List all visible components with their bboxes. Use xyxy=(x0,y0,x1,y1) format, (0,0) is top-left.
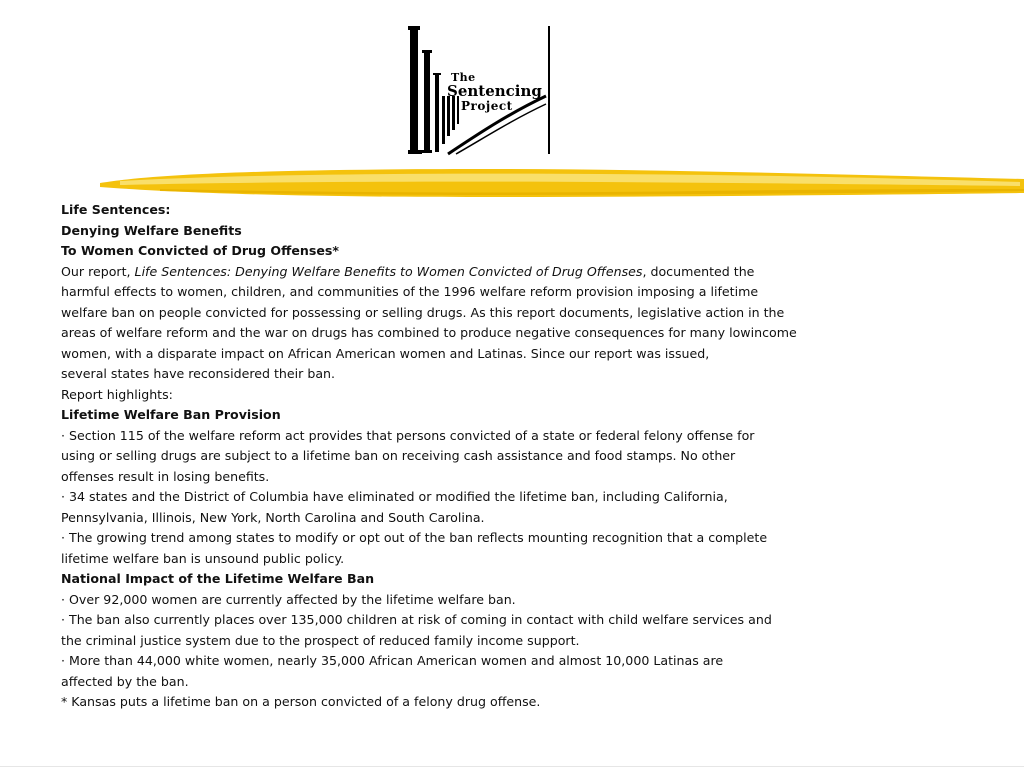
intro-line-first xyxy=(61,262,801,283)
section-heading-national-impact: National Impact of the Lifetime Welfare Ban xyxy=(61,571,375,586)
section1-line: offenses result in losing benefits. xyxy=(61,468,270,484)
section2-line: · More than 44,000 white women, nearly 35,000 African American women and almost 10,000 Latinas are xyxy=(61,653,724,668)
yellow-brush-stroke xyxy=(100,165,1024,201)
section1-line: lifetime welfare ban is unsound public policy. xyxy=(61,550,345,566)
logo-text-sentencing: Sentencing xyxy=(447,82,542,100)
intro-prefix: Our report, xyxy=(61,263,135,279)
title-line-1: Life Sentences: xyxy=(61,202,171,217)
section-heading-ban-provision: Lifetime Welfare Ban Provision xyxy=(61,407,281,422)
section2-line: the criminal justice system due to the prospect of reduced family income support. xyxy=(61,632,580,648)
intro-suffix: , documented the xyxy=(642,263,755,279)
title-line-2: Denying Welfare Benefits xyxy=(61,222,242,238)
section1-line: · Section 115 of the welfare reform act provides that persons convicted of a state or federal felony offense for xyxy=(61,427,755,443)
section2-line: affected by the ban. xyxy=(61,673,189,689)
intro-line: welfare ban on people convicted for possessing or selling drugs. As this report documents, legislative action in the xyxy=(61,304,785,320)
section2-line: · The ban also currently places over 135,000 children at risk of coming in contact with child welfare services and xyxy=(61,612,772,627)
intro-line: women, with a disparate impact on African American women and Latinas. Since our report was issued, xyxy=(61,345,710,361)
title-line-3: To Women Convicted of Drug Offenses* xyxy=(61,243,339,258)
intro-line: several states have reconsidered their ban. xyxy=(61,366,336,381)
logo-divider xyxy=(548,26,550,154)
footnote: * Kansas puts a lifetime ban on a person convicted of a felony drug offense. xyxy=(61,694,541,709)
section1-line: · The growing trend among states to modify or opt out of the ban reflects mounting recognition that a complete xyxy=(61,530,768,545)
section2-line: · Over 92,000 women are currently affected by the lifetime welfare ban. xyxy=(61,591,516,607)
highlights-label: Report highlights: xyxy=(61,386,173,402)
logo-text-the: The xyxy=(451,71,476,84)
sentencing-project-logo xyxy=(408,24,553,156)
section1-line: using or selling drugs are subject to a lifetime ban on receiving cash assistance and food stamps. No other xyxy=(61,448,736,463)
logo-text-project: Project xyxy=(461,99,513,113)
bottom-divider xyxy=(0,766,1024,767)
section1-line: Pennsylvania, Illinois, New York, North Carolina and South Carolina. xyxy=(61,509,485,525)
intro-line: harmful effects to women, children, and communities of the 1996 welfare reform provision imposing a lifetime xyxy=(61,284,759,299)
section1-line: · 34 states and the District of Columbia have eliminated or modified the lifetime ban, including California, xyxy=(61,489,728,504)
intro-line: areas of welfare reform and the war on drugs has combined to produce negative consequences for many lowincome xyxy=(61,325,797,340)
report-content xyxy=(61,200,801,713)
report-title-italic: Life Sentences: Denying Welfare Benefits to Women Convicted of Drug Offenses xyxy=(134,263,643,279)
logo-wordmark xyxy=(447,72,542,112)
